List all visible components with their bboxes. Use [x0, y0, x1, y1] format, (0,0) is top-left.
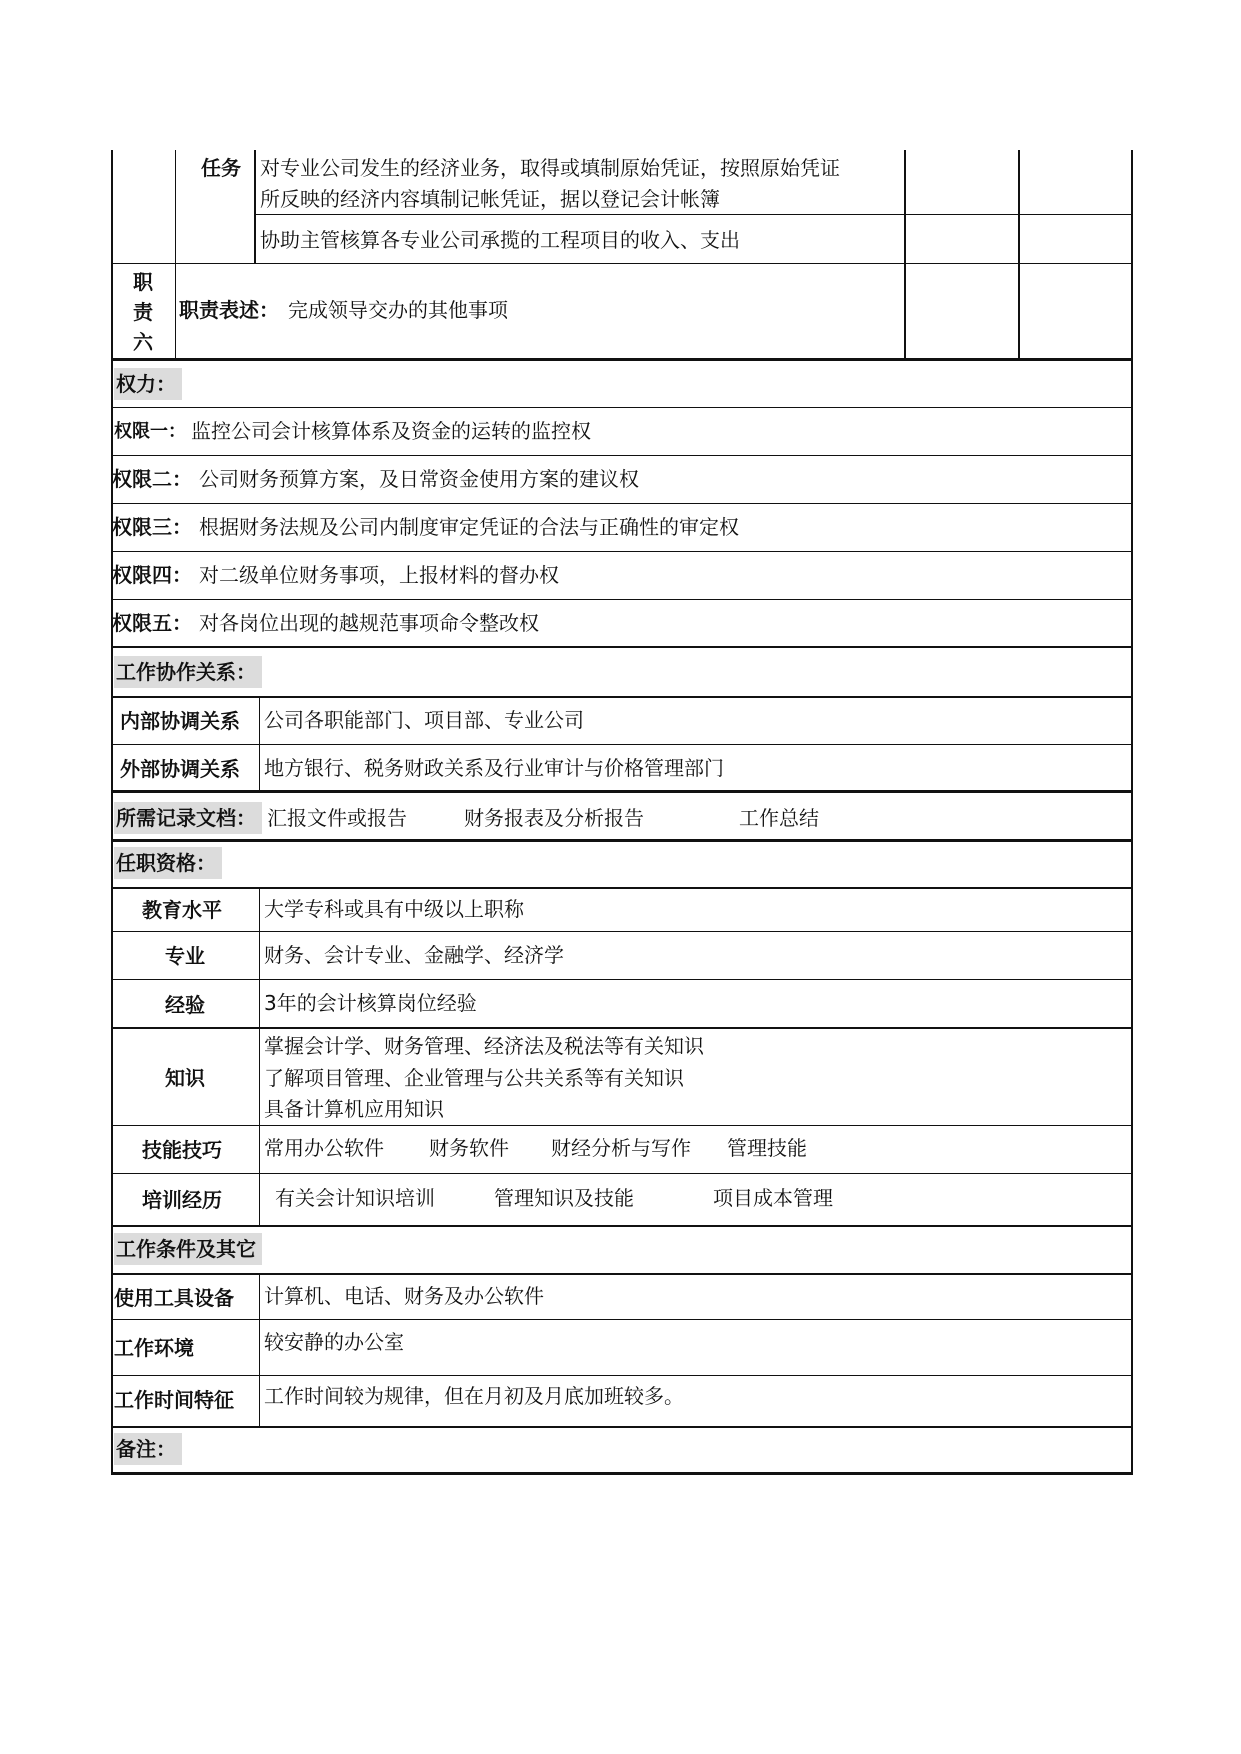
record-item-2: 财务报表及分析报告: [464, 806, 644, 830]
authority-5-label: 权限五：: [112, 611, 192, 635]
records-label: 所需记录文档：: [114, 802, 262, 834]
internal-relations-text: 公司各职能部门、项目部、专业公司: [264, 708, 584, 732]
education-text: 大学专科或具有中级以上职称: [264, 897, 524, 921]
authority-3-text: 根据财务法规及公司内制度审定凭证的合法与正确性的审定权: [199, 515, 739, 539]
task1-line2: 所反映的经济内容填制记帐凭证，据以登记会计帐簿: [260, 187, 720, 211]
work-time-text: 工作时间较为规律，但在月初及月底加班较多。: [264, 1384, 684, 1408]
notes-heading: 备注：: [114, 1433, 182, 1465]
external-relations-text: 地方银行、税务财政关系及行业审计与价格管理部门: [264, 756, 724, 780]
record-item-3: 工作总结: [739, 806, 819, 830]
environment-text: 较安静的办公室: [264, 1330, 404, 1354]
training-label: 培训经历: [142, 1188, 222, 1212]
authority-2-label: 权限二：: [112, 467, 192, 491]
training-item-3: 项目成本管理: [713, 1186, 833, 1210]
conditions-heading: 工作条件及其它: [114, 1233, 262, 1265]
duty6-char-2: 责: [133, 300, 153, 324]
knowledge-line-1: 掌握会计学、财务管理、经济法及税法等有关知识: [264, 1034, 704, 1058]
authority-3-label: 权限三：: [112, 515, 192, 539]
work-time-label: 工作时间特征: [114, 1388, 234, 1412]
skill-item-4: 管理技能: [727, 1136, 807, 1160]
experience-text: 3年的会计核算岗位经验: [264, 991, 477, 1015]
duty6-char-1: 职: [133, 270, 153, 294]
authority-5-text: 对各岗位出现的越规范事项命令整改权: [199, 611, 539, 635]
tools-label: 使用工具设备: [114, 1286, 234, 1310]
experience-label: 经验: [165, 993, 205, 1017]
training-item-2: 管理知识及技能: [494, 1186, 634, 1210]
authority-4-label: 权限四：: [112, 563, 192, 587]
authority-2-text: 公司财务预算方案，及日常资金使用方案的建议权: [199, 467, 639, 491]
authority-1-text: 监控公司会计核算体系及资金的运转的监控权: [191, 419, 591, 443]
environment-label: 工作环境: [114, 1336, 194, 1360]
internal-relations-label: 内部协调关系: [120, 709, 240, 733]
duty6-text: 完成领导交办的其他事项: [288, 298, 508, 322]
knowledge-label: 知识: [165, 1066, 205, 1090]
knowledge-line-2: 了解项目管理、企业管理与公共关系等有关知识: [264, 1066, 684, 1090]
skills-label: 技能技巧: [142, 1138, 222, 1162]
qualification-heading: 任职资格：: [114, 847, 222, 879]
major-text: 财务、会计专业、金融学、经济学: [264, 943, 564, 967]
skill-item-2: 财务软件: [429, 1136, 509, 1160]
relations-heading: 工作协作关系：: [114, 656, 262, 688]
training-item-1: 有关会计知识培训: [275, 1186, 435, 1210]
duty6-char-3: 六: [133, 330, 153, 354]
task1-line1: 对专业公司发生的经济业务，取得或填制原始凭证，按照原始凭证: [260, 156, 840, 180]
authority-4-text: 对二级单位财务事项，上报材料的督办权: [199, 563, 559, 587]
task2-text: 协助主管核算各专业公司承揽的工程项目的收入、支出: [260, 228, 740, 252]
authority-1-label: 权限一：: [114, 421, 186, 442]
duty6-label: 职责表述：: [179, 298, 279, 322]
education-label: 教育水平: [142, 898, 222, 922]
task-label: 任务: [201, 156, 241, 180]
authority-heading: 权力：: [114, 368, 182, 400]
skill-item-3: 财经分析与写作: [551, 1136, 691, 1160]
tools-text: 计算机、电话、财务及办公软件: [264, 1284, 544, 1308]
external-relations-label: 外部协调关系: [120, 757, 240, 781]
knowledge-line-3: 具备计算机应用知识: [264, 1097, 444, 1121]
major-label: 专业: [165, 944, 205, 968]
record-item-1: 汇报文件或报告: [267, 806, 407, 830]
skill-item-1: 常用办公软件: [264, 1136, 384, 1160]
